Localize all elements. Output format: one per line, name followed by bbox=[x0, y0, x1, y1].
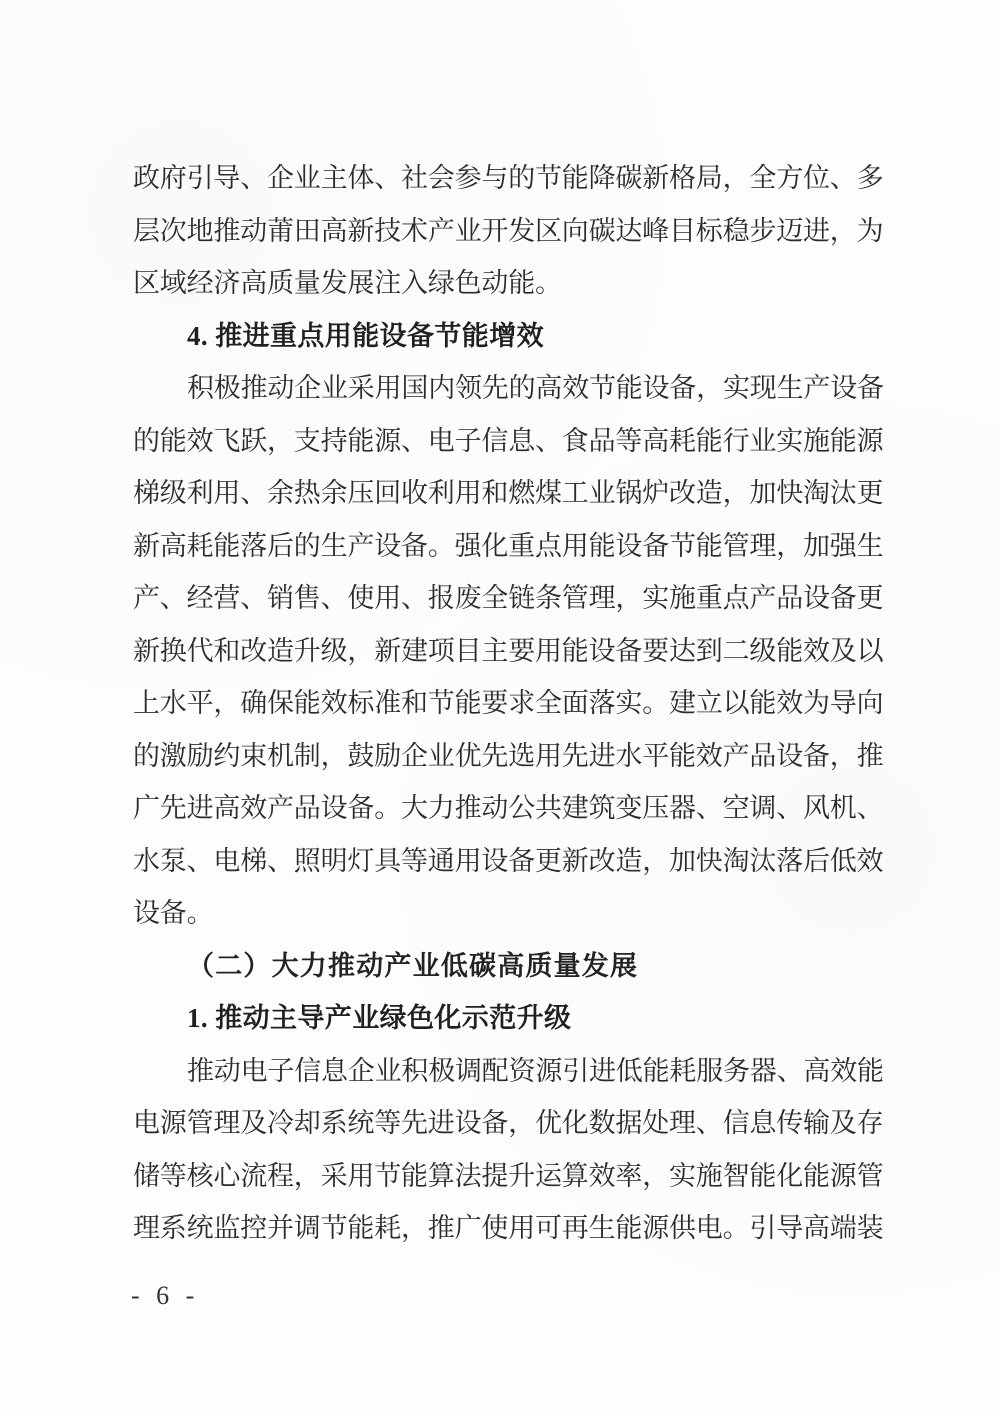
text-line: 上水平，确保能效标准和节能要求全面落实。建立以能效为导向 bbox=[133, 688, 884, 718]
text-line: 水泵、电梯、照明灯具等通用设备更新改造，加快淘汰落后低效 bbox=[133, 845, 884, 876]
text-line: 新高耗能落后的生产设备。强化重点用能设备节能管理，加强生 bbox=[133, 530, 884, 561]
text-line: 梯级利用、余热余压回收利用和燃煤工业锅炉改造，加快淘汰更 bbox=[133, 478, 884, 508]
text-line: 政府引导、企业主体、社会参与的节能降碳新格局，全方位、多 bbox=[133, 163, 884, 193]
text-line: 电源管理及冷却系统等先进设备，优化数据处理、信息传输及存 bbox=[133, 1108, 884, 1138]
text-line: 产、经营、销售、使用、报废全链条管理，实施重点产品设备更 bbox=[133, 583, 884, 613]
text-line: 设备。 bbox=[133, 898, 214, 928]
heading-line: 4. 推进重点用能设备节能增效 bbox=[187, 320, 544, 351]
text-line: 推动电子信息企业积极调配资源引进低能耗服务器、高效能 bbox=[187, 1055, 884, 1086]
text-line: 的能效飞跃，支持能源、电子信息、食品等高耗能行业实施能源 bbox=[133, 425, 884, 456]
page-number: - 6 - bbox=[131, 1281, 200, 1310]
heading-line: （二）大力推动产业低碳高质量发展 bbox=[187, 950, 639, 981]
text-line: 区域经济高质量发展注入绿色动能。 bbox=[133, 268, 562, 298]
text-line: 积极推动企业采用国内领先的高效节能设备，实现生产设备 bbox=[187, 373, 884, 403]
text-line: 的激励约束机制，鼓励企业优先选用先进水平能效产品设备，推 bbox=[133, 740, 884, 771]
text-line: 新换代和改造升级，新建项目主要用能设备要达到二级能效及以 bbox=[133, 635, 884, 666]
text-line: 储等核心流程，采用节能算法提升运算效率，实施智能化能源管 bbox=[133, 1160, 884, 1191]
heading-line: 1. 推动主导产业绿色化示范升级 bbox=[187, 1003, 572, 1033]
text-line: 层次地推动莆田高新技术产业开发区向碳达峰目标稳步迈进，为 bbox=[133, 215, 884, 246]
text-line: 广先进高效产品设备。大力推动公共建筑变压器、空调、风机、 bbox=[133, 793, 884, 823]
text-line: 理系统监控并调节能耗，推广使用可再生能源供电。引导高端装 bbox=[133, 1213, 884, 1243]
document-body bbox=[133, 152, 885, 1255]
